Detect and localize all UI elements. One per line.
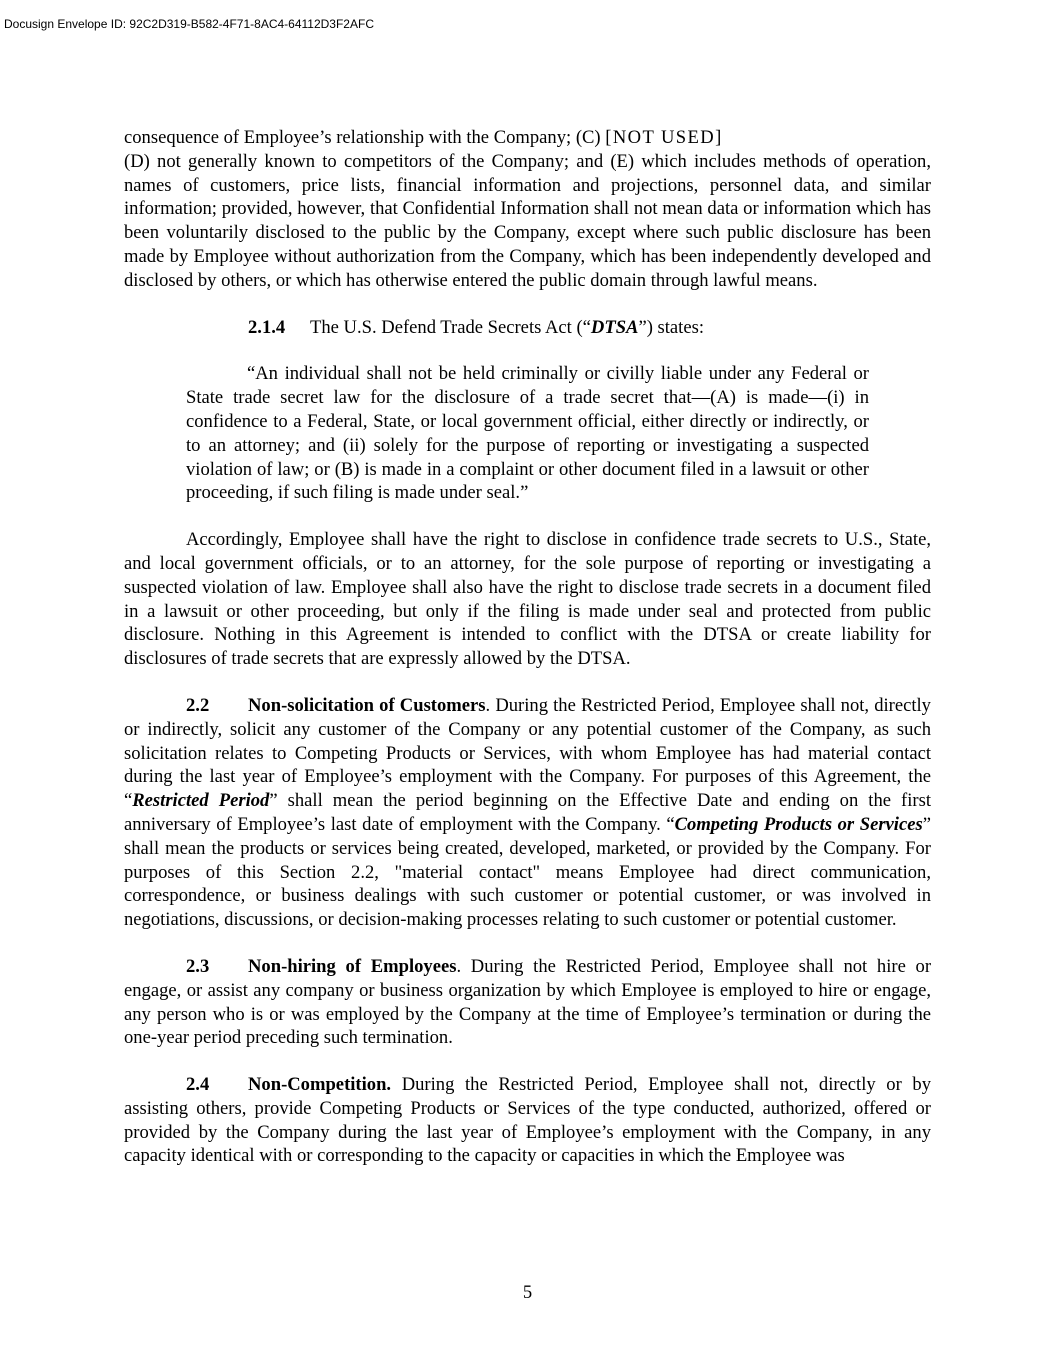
section-2-2 [124,694,931,932]
section-2-1-4-number: 2.1.4 [248,316,286,338]
section-2-3-text: . During the Restricted Period, Employee shall not hire or engage, or assist any company or business organization by which Employee is employed to hire or engage, any person who is or was employed by the Company at the time of Employee’s termination or during the one-year period preceding such termination. [124,955,932,1049]
envelope-id: Docusign Envelope ID: 92C2D319-B582-4F71-8AC4-64112D3F2AFC [4,17,374,31]
section-2-4 [124,1073,931,1168]
carryover-line-text: consequence of Employee’s relationship with the Company; (C) [124,127,606,148]
section-2-1-4-lead: The U.S. Defend Trade Secrets Act (“ [310,316,591,338]
section-2-2-number: 2.2 [186,694,210,716]
restricted-period-term: Restricted Period [132,790,270,812]
carryover-paragraph: (D) not generally known to competitors of the Company; and (E) which includes methods of operation, names of customers, price lists, financial information and projections, personnel data, and similar information; provided, however, that Confidential Information shall not mean data or information which has been voluntarily disclosed to the public by the Company, except where such public disclosure has been made by Employee without authorization from the Company, which has been independently developed and disclosed by others, or which has otherwise entered the public domain through lawful means. [124,150,931,291]
competing-products-term: Competing Products or Services [674,813,923,835]
document-body [124,126,931,1168]
section-2-4-heading: Non-Competition. [248,1074,392,1096]
dtsa-quote: “An individual shall not be held criminally or civilly liable under any Federal or State trade secret law for the disclosure of a trade secret that—(A) is made—(i) in confidence to a Federal, State, or local government official, either directly or indirectly, or to an attorney; and (ii) solely for the purpose of reporting or investigating a suspected violation of law; or (B) is made in a complaint or other document filed in a lawsuit or other proceeding, if such filing is made under seal.” [186,363,869,504]
section-2-3-heading: Non-hiring of Employees [248,955,457,977]
accordingly-paragraph: Accordingly, Employee shall have the right to disclose in confidence trade secrets to U.S., State, and local government officials, or to an attorney, for the sole purpose of reporting or investigating a suspected violation of law. Employee shall also have the right to disclose trade secrets in a document filed in a lawsuit or other proceeding, but only if the filing is made under seal and protected from public disclosure. Nothing in this Agreement is intended to conflict with the DTSA or create liability for disclosures of trade secrets that are expressly allowed by the DTSA. [124,529,931,670]
dtsa-term: DTSA [590,316,639,338]
section-2-2-text-1: . During the Restricted Period, Employee shall not, directly or indirectly, solicit any customer of the Company or any potential customer of the Company, as such solicitation relates to Competing Products or Services, with whom Employee has had material contact during the last year of Employee’s employment with the Company. For purposes of this Agreement, the “ [124,694,931,812]
carryover-line [124,126,931,150]
section-2-1-4 [124,316,931,340]
page-number: 5 [522,1282,533,1303]
section-2-2-text-2: ” shall mean the period beginning on the Effective Date and ending on the first anniversary of Employee’s last date of employment with the Company. “ [124,790,931,835]
section-2-1-4-tail: ”) states: [638,316,705,338]
not-used-marker: [NOT USED] [605,127,723,148]
section-2-2-text-3: ” shall mean the products or services being created, developed, marketed, or provided by the Company. For purposes of this Section 2.2, "material contact" means Employee had direct communication, correspondence, or business dealings with such customer or potential customer, or was involved in negotiations, discussions, or decision-making processes relating to such customer or potential customer. [124,813,931,931]
section-2-3 [124,955,931,1050]
section-2-2-heading: Non-solicitation of Customers [248,694,486,716]
section-2-3-number: 2.3 [186,955,210,977]
section-2-4-text: During the Restricted Period, Employee shall not, directly or by assisting others, provide Competing Products or Services of the type conducted, authorized, offered or provided by the Company during the last year of Employee’s employment with the Company, in any capacity identical with or corresponding to the capacity or capacities in which the Employee was [124,1074,931,1167]
section-2-4-number: 2.4 [186,1074,210,1096]
